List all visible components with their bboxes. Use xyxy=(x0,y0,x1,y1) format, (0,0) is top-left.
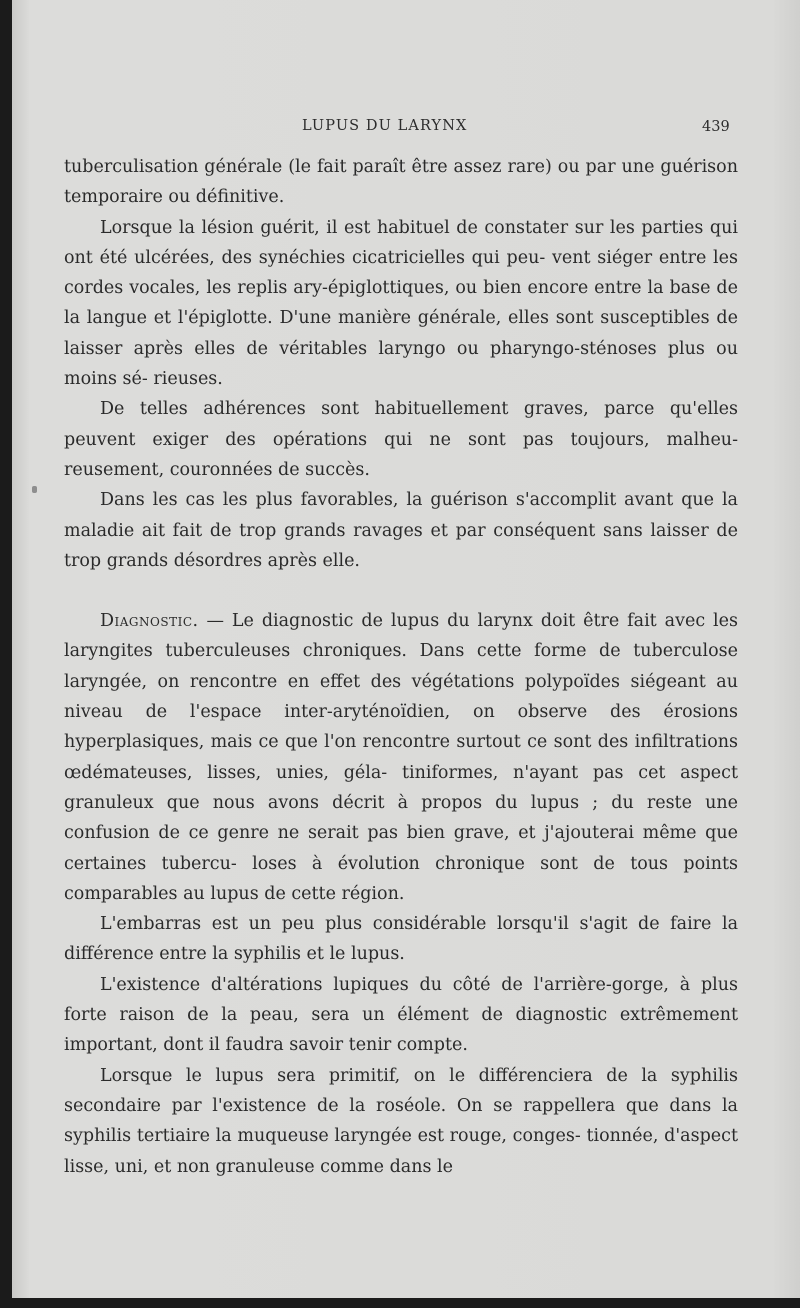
running-title: LUPUS DU LARYNX xyxy=(302,118,468,134)
paragraph: De telles adhérences sont habituellement graves, parce qu'elles peuvent exiger des opérations qui ne sont pas toujours, malheu- reusement, couronnées de succès. xyxy=(64,399,738,480)
page-header xyxy=(12,118,800,142)
paragraph: Lorsque le lupus sera primitif, on le différenciera de la syphilis secondaire par l'existence de la roséole. On se rappellera que dans la syphilis tertiaire la muqueuse laryngée est rouge, conges- tionnée, d'aspect lisse, uni, et non granuleuse comme dans le xyxy=(64,1065,738,1177)
section-heading: Diagnostic. xyxy=(100,611,199,632)
paragraph: Lorsque la lésion guérit, il est habituel de constater sur les parties qui ont été ulcérées, des synéchies cicatricielles qui peu- vent siéger entre les cordes vocales, les replis ary-épiglottiques, ou bien encore entre la base de la langue et l'épiglotte. D'une manière générale, elles sont susceptibles de laisser après elles de véritables laryngo ou pharyngo-sténoses plus ou moins sé- rieuses. xyxy=(64,217,738,390)
body-text xyxy=(64,152,738,1182)
diagnostic-section: Diagnostic. — Le diagnostic de lupus du larynx doit être fait avec les laryngites tuberculeuses chroniques. Dans cette forme de tuberculose laryngée, on rencontre en effet des végétations polypoïdes siégeant au niveau de l'espace inter-aryténoïdien, on observe des érosions hyperplasiques, mais ce que l'on rencontre surtout ce sont des infiltrations œdémateuses, lisses, unies, géla- tiniformes, n'ayant pas cet aspect granuleux que nous avons décrit à propos du lupus ; du reste une confusion de ce genre ne serait pas bien grave, et j'ajouterai même que certaines tubercu- loses à évolution chronique sont de tous points comparables au lupus de cette région. xyxy=(64,611,738,904)
paragraph: L'embarras est un peu plus considérable lorsqu'il s'agit de faire la différence entre la syphilis et le lupus. xyxy=(64,914,738,965)
paragraph: tuberculisation générale (le fait paraît être assez rare) ou par une guérison temporaire ou définitive. xyxy=(64,157,738,208)
book-page xyxy=(12,0,800,1298)
margin-mark xyxy=(32,486,37,493)
paragraph: L'existence d'altérations lupiques du côté de l'arrière-gorge, à plus forte raison de la peau, sera un élément de diagnostic extrêmement important, dont il faudra savoir tenir compte. xyxy=(64,974,738,1056)
paragraph: Dans les cas les plus favorables, la guérison s'accomplit avant que la maladie ait fait de trop grands ravages et par conséquent sans laisser de trop grands désordres après elle. xyxy=(64,490,738,571)
page-number: 439 xyxy=(702,119,730,135)
